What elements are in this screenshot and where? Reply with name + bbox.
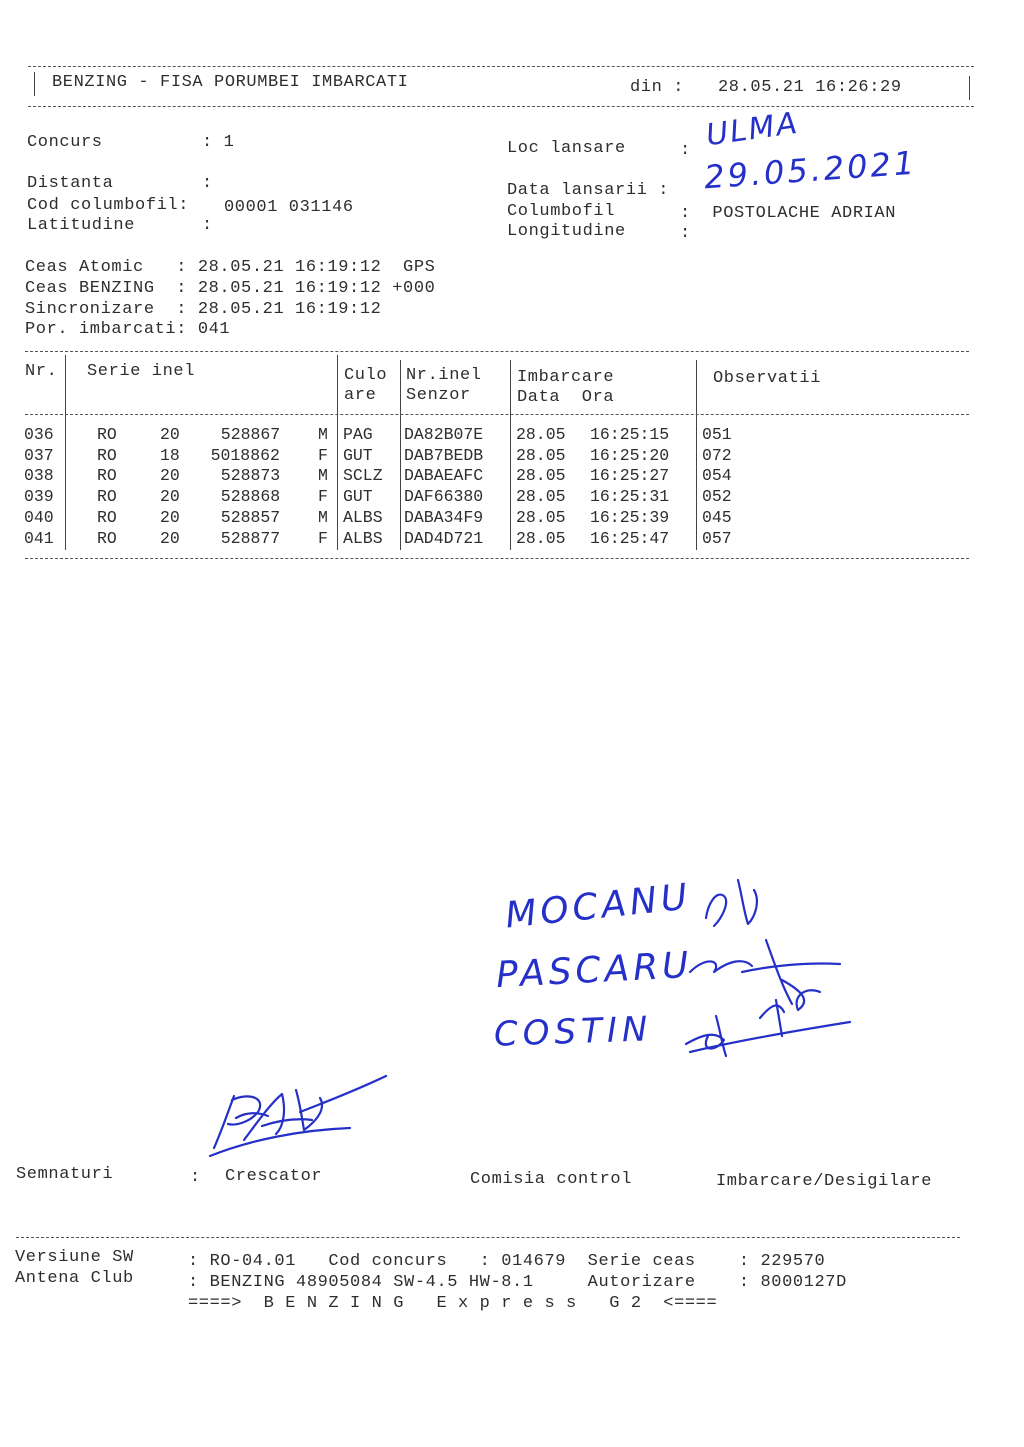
row-year: 18 [160, 445, 180, 465]
row-ring: 528868 [220, 487, 281, 507]
semnaturi-colon: : [190, 1168, 201, 1187]
row-date: 28.05 [516, 507, 566, 527]
row-nr: 038 [24, 466, 54, 486]
benzing-express-banner: ====> B E N Z I N G E x p r e s s G 2 <==== [188, 1294, 718, 1313]
versiune-sw-label: Versiune SW [15, 1248, 134, 1267]
header-nr: Nr. [25, 362, 58, 381]
row-sex: F [318, 528, 328, 548]
distanta-label: Distanta [27, 174, 114, 193]
latitudine-value: : [202, 216, 213, 235]
row-color: GUT [343, 445, 373, 465]
row-sensor: DAB7BEDB [404, 445, 484, 465]
row-ring: 528857 [220, 507, 281, 527]
col-sep-nrinel [510, 360, 511, 550]
sincronizare-line: Sincronizare : 28.05.21 16:19:12 [25, 300, 382, 319]
crescator-signature [210, 1076, 386, 1156]
distanta-value: : [202, 174, 213, 193]
header-senzor: Senzor [406, 386, 471, 405]
row-year: 20 [160, 425, 180, 444]
imbarcare-desigilare-label: Imbarcare/Desigilare [716, 1172, 933, 1191]
col-sep-culoare [400, 360, 401, 550]
ceas-benzing-line: Ceas BENZING : 28.05.21 16:19:12 +000 [25, 279, 436, 298]
table-top-rule [25, 351, 969, 352]
row-color: ALBS [343, 507, 383, 527]
latitudine-label: Latitudine [27, 216, 136, 235]
row-time: 16:25:27 [590, 466, 670, 486]
antena-club-value: : BENZING 48905084 SW-4.5 HW-8.1 Autorizare : 8000127D [188, 1273, 847, 1292]
col-sep-nr [65, 355, 66, 550]
row-nr: 036 [24, 425, 54, 444]
versiune-sw-value: : RO-04.01 Cod concurs : 014679 Serie ceas : 229570 [188, 1252, 826, 1271]
row-observation: 051 [702, 425, 732, 444]
commission-name-1: MOCANU [503, 876, 694, 937]
commission-name-3: COSTIN [493, 1009, 653, 1055]
row-year: 20 [160, 487, 180, 507]
row-color: SCLZ [343, 466, 383, 486]
col-sep-imbarcare [696, 360, 697, 550]
row-country: RO [97, 507, 117, 527]
commission-name-2: PASCARU [495, 944, 694, 997]
row-nr: 037 [24, 445, 54, 465]
longitudine-value: : [680, 224, 691, 243]
row-ring: 528873 [220, 466, 281, 486]
header-top-rule [28, 66, 974, 67]
document-title: BENZING - FISA PORUMBEI IMBARCATI [52, 73, 409, 92]
row-nr: 041 [24, 528, 54, 548]
header-bottom-rule [28, 106, 974, 107]
print-date-label: din : [630, 78, 685, 97]
row-observation: 052 [702, 487, 732, 507]
header-culoare-top: Culo [344, 366, 388, 385]
concurs-value: : 1 [202, 133, 235, 152]
comisia-control-label: Comisia control [470, 1170, 633, 1189]
print-date-value: 28.05.21 16:26:29 [718, 78, 902, 97]
row-observation: 054 [702, 466, 732, 486]
semnaturi-label: Semnaturi [16, 1165, 114, 1184]
crescator-label: Crescator [225, 1167, 323, 1186]
concurs-label: Concurs [27, 133, 103, 152]
row-sensor: DABAEAFC [404, 466, 484, 486]
row-country: RO [97, 466, 117, 486]
data-lansarii-label: Data lansarii : [507, 181, 670, 200]
header-right-bar [969, 76, 970, 100]
row-sex: M [318, 507, 328, 527]
row-country: RO [97, 528, 117, 548]
cod-columbofil-label: Cod columbofil: [27, 196, 190, 215]
row-sensor: DAF66380 [404, 487, 484, 507]
row-ring: 528867 [220, 425, 281, 444]
row-sensor: DABA34F9 [404, 507, 484, 527]
columbofil-value: : POSTOLACHE ADRIAN [680, 204, 897, 223]
table-bottom-rule [25, 558, 969, 559]
row-color: GUT [343, 487, 373, 507]
header-serie-inel: Serie inel [87, 362, 196, 381]
row-sex: F [318, 487, 328, 507]
ceas-atomic-line: Ceas Atomic : 28.05.21 16:19:12 GPS [25, 258, 436, 277]
loc-lansare-handwritten: ULMA [704, 105, 802, 154]
row-country: RO [97, 487, 117, 507]
row-date: 28.05 [516, 528, 566, 548]
loc-lansare-label: Loc lansare [507, 139, 626, 158]
header-observatii: Observatii [713, 369, 822, 388]
header-culoare-bottom: are [344, 386, 377, 405]
col-sep-serie [337, 355, 338, 550]
row-date: 28.05 [516, 445, 566, 465]
header-data-ora: Data Ora [517, 388, 615, 407]
row-country: RO [97, 445, 117, 465]
row-year: 20 [160, 507, 180, 527]
row-year: 20 [160, 528, 180, 548]
row-ring: 5018862 [210, 445, 280, 465]
columbofil-label: Columbofil [507, 202, 616, 221]
row-date: 28.05 [516, 466, 566, 486]
row-time: 16:25:47 [590, 528, 670, 548]
header-left-bar [34, 72, 35, 96]
row-time: 16:25:15 [590, 425, 670, 444]
table-header-rule [25, 414, 969, 415]
row-time: 16:25:31 [590, 487, 670, 507]
row-year: 20 [160, 466, 180, 486]
row-time: 16:25:39 [590, 507, 670, 527]
porumbei-imbarcati-line: Por. imbarcati: 041 [25, 320, 231, 339]
row-ring: 528877 [220, 528, 281, 548]
row-sensor: DA82B07E [404, 425, 484, 444]
cod-columbofil-value: 00001 031146 [224, 198, 354, 217]
longitudine-label: Longitudine [507, 222, 626, 241]
row-date: 28.05 [516, 425, 566, 444]
data-lansarii-handwritten: 29.05.2021 [702, 143, 919, 197]
antena-club-label: Antena Club [15, 1269, 134, 1288]
row-sex: F [318, 445, 328, 465]
row-sex: M [318, 466, 328, 486]
row-nr: 039 [24, 487, 54, 507]
row-observation: 072 [702, 445, 732, 465]
row-observation: 057 [702, 528, 732, 548]
row-date: 28.05 [516, 487, 566, 507]
row-color: ALBS [343, 528, 383, 548]
loc-lansare-colon: : [680, 141, 691, 160]
header-nr-inel: Nr.inel [406, 366, 482, 385]
row-sex: M [318, 425, 328, 444]
row-sensor: DAD4D721 [404, 528, 484, 548]
row-observation: 045 [702, 507, 732, 527]
row-color: PAG [343, 425, 373, 444]
row-time: 16:25:20 [590, 445, 670, 465]
row-country: RO [97, 425, 117, 444]
footer-rule [16, 1237, 960, 1238]
row-nr: 040 [24, 507, 54, 527]
header-imbarcare: Imbarcare [517, 368, 615, 387]
